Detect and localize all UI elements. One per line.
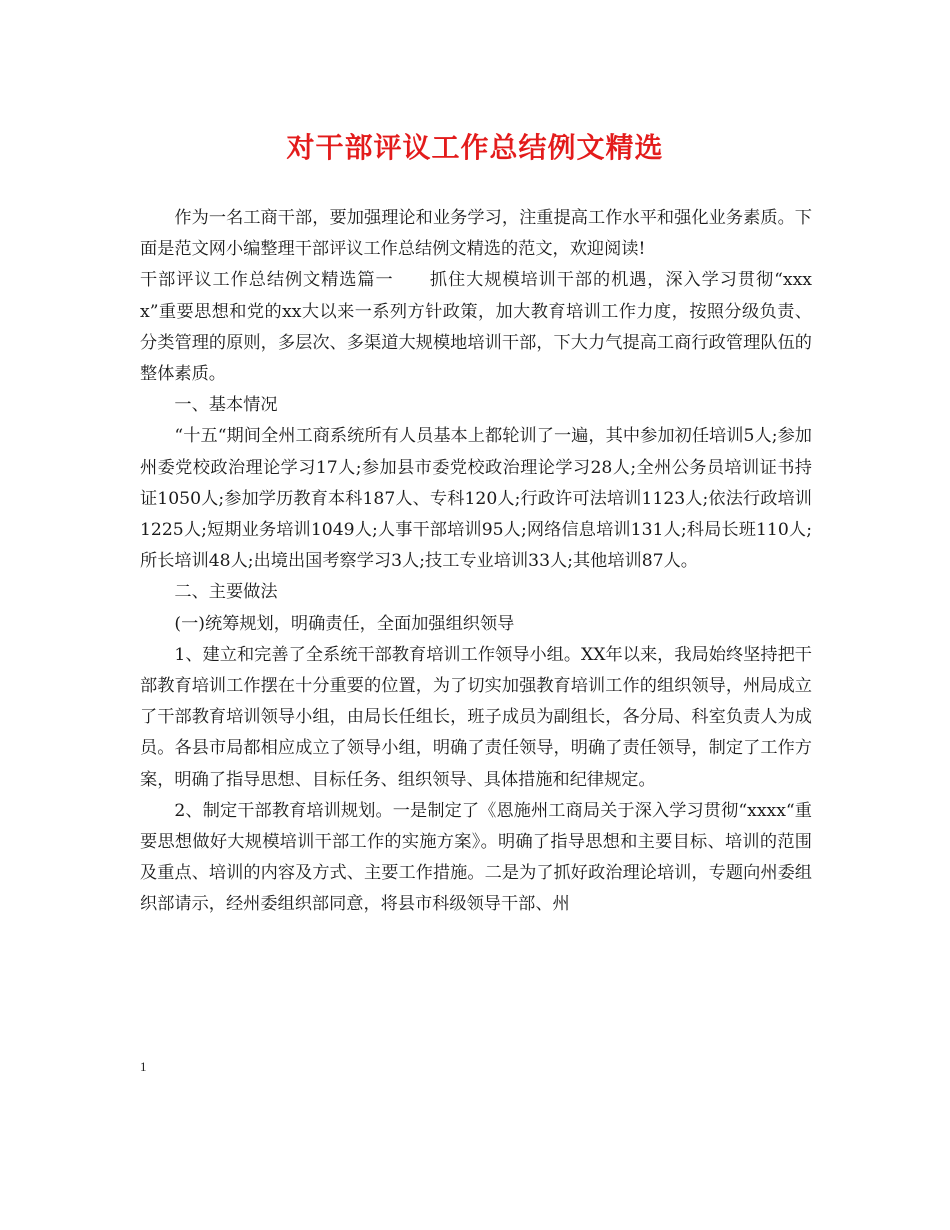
practice-one-paragraph: 1、建立和完善了全系统干部教育培训工作领导小组。XX年以来，我局始终坚持把干部教育培训工作摆在十分重要的位置，为了切实加强教育培训工作的组织领导，州局成立了干部教育培训领导小组，由局长任组长，班子成员为副组长，各分局、科室负责人为成员。各县市局都相应成立了领导小组，明确了责任领导，明确了责任领导，制定了工作方案，明确了指导思想、目标任务、组织领导、具体措施和纪律规定。 (140, 644, 812, 790)
heading-main-practices: 二、主要做法 (174, 582, 278, 603)
page-number: 1 (140, 1059, 147, 1074)
practice-two-paragraph: 2、制定干部教育培训规划。一是制定了《恩施州工商局关于深入学习贯彻“xxxx“重要思想做好大规模培训干部工作的实施方案》。明确了指导思想和主要目标、培训的范围及重点、培训的内容及方式、主要工作措施。二是为了抓好政治理论培训，专题向州委组织部请示，经州委组织部同意，将县市科级领导干部、州 (140, 800, 812, 915)
section-one-paragraph: 干部评议工作总结例文精选篇一 抓住大规模培训干部的机遇，深入学习贯彻“xxxx”重要思想和党的xx大以来一系列方针政策，加大教育培训工作力度，按照分级负责、分类管理的原则，多层次、多渠道大规模地培训干部，下大力气提高工商行政管理队伍的整体素质。 (140, 270, 812, 385)
intro-paragraph: 作为一名工商干部，要加强理论和业务学习，注重提高工作水平和强化业务素质。下面是范文网小编整理干部评议工作总结例文精选的范文，欢迎阅读! (140, 208, 812, 260)
basic-situation-paragraph: “十五“期间全州工商系统所有人员基本上都轮训了一遍，其中参加初任培训5人;参加州委党校政治理论学习17人;参加县市委党校政治理论学习28人;全州公务员培训证书持证1050人;参加学历教育本科187人、专科120人;行政许可法培训1123人;依法行政培训1225人;短期业务培训1049人;人事干部培训95人;网络信息培训131人;科局长班110人;所长培训48人;出境出国考察学习3人;技工专业培训33人;其他培训87人。 (140, 426, 812, 572)
document-body (140, 203, 812, 921)
subheading-planning: (一)统筹规划，明确责任，全面加强组织领导 (174, 613, 515, 634)
document-title: 对干部评议工作总结例文精选 (286, 131, 664, 164)
heading-basic-situation: 一、基本情况 (174, 395, 278, 416)
